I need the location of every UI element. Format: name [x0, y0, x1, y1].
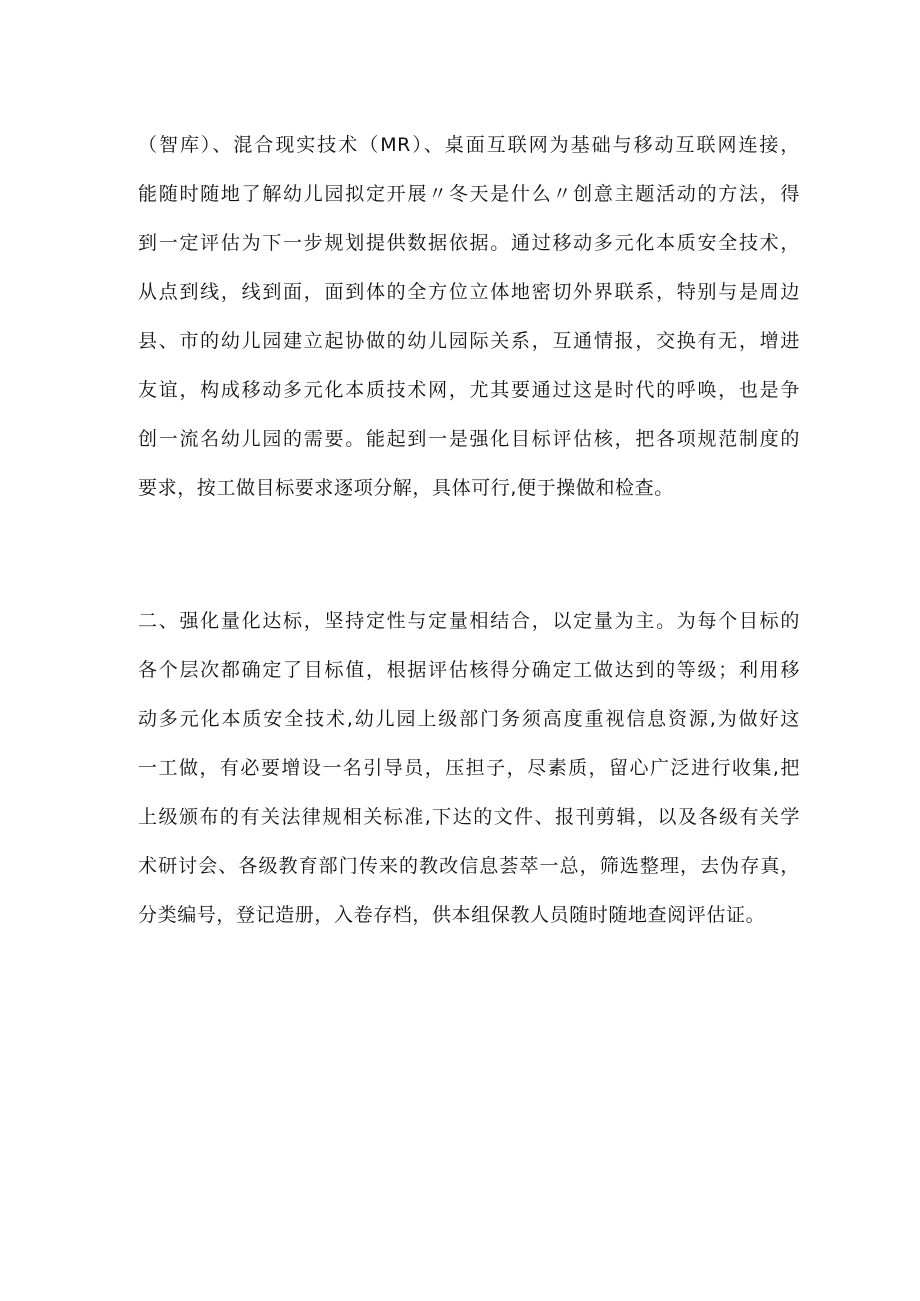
paragraph-line: 能随时随地了解幼儿园拟定开展〃冬天是什么〃创意主题活动的方法，得	[138, 183, 800, 205]
paragraph-line: 到一定评估为下一步规划提供数据依据。通过移动多元化本质安全技术，	[138, 232, 800, 254]
paragraph-line: 术研讨会、各级教育部门传来的教改信息荟萃一总，筛选整理，去伪存真，	[138, 855, 800, 877]
paragraph-line: 上级颁布的有关法律规相关标准,下达的文件、报刊剪辑，以及各级有关学	[138, 806, 800, 828]
paragraph-line: 一工做，有必要增设一名引导员，压担子，尽素质，留心广泛进行收集,把	[138, 757, 800, 779]
paragraph-line: 动多元化本质安全技术,幼儿园上级部门务须高度重视信息资源,为做好这	[138, 708, 800, 730]
paragraph-line: 分类编号，登记造册，入卷存档，供本组保教人员随时随地查阅评估证。	[138, 904, 766, 926]
paragraph-line: 二、强化量化达标，坚持定性与定量相结合，以定量为主。为每个目标的	[138, 610, 800, 632]
paragraph-line: 从点到线，线到面，面到体的全方位立体地密切外界联系，特别与是周边	[138, 281, 800, 303]
paragraph-line: 创一流名幼儿园的需要。能起到一是强化目标评估核，把各项规范制度的	[138, 428, 800, 450]
paragraph-line: （智库）、混合现实技术（MR）、桌面互联网为基础与移动互联网连接，	[138, 134, 800, 156]
paragraph-line: 各个层次都确定了目标值，根据评估核得分确定工做达到的等级；利用移	[138, 659, 800, 681]
paragraph-line: 友谊，构成移动多元化本质技术网，尤其要通过这是时代的呼唤，也是争	[138, 379, 800, 401]
paragraph-line: 要求，按工做目标要求逐项分解，具体可行,便于操做和检查。	[138, 477, 674, 499]
paragraph-line: 县、市的幼儿园建立起协做的幼儿园际关系，互通情报，交换有无，增进	[138, 330, 800, 352]
